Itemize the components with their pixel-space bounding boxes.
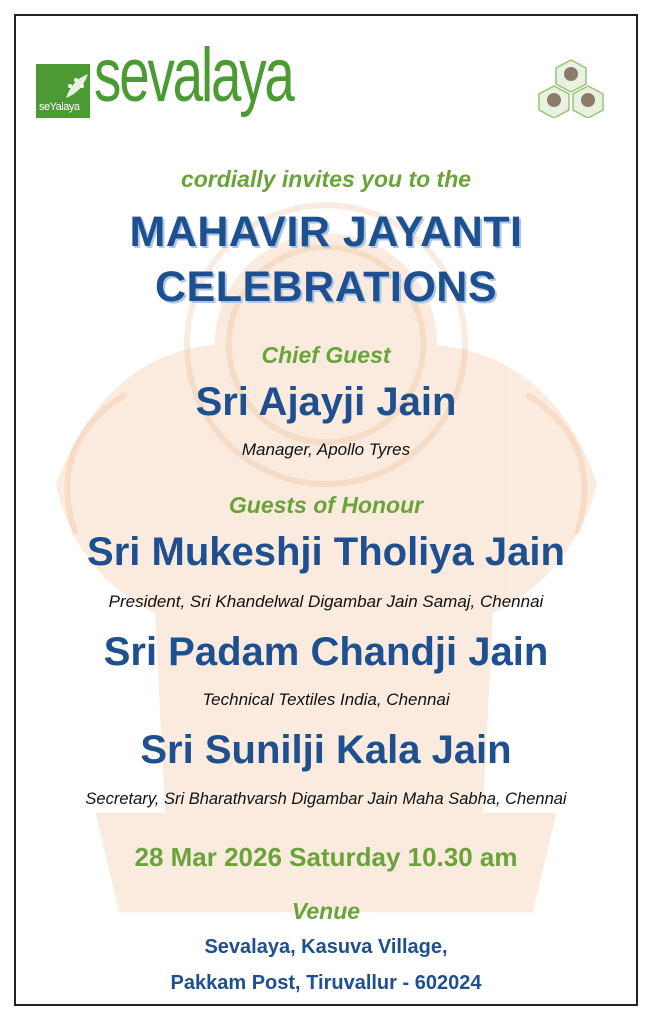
guest-name: Sri Sunilji Kala Jain [140, 728, 512, 772]
logo-mini-text: seYalaya [39, 101, 80, 113]
event-title-line-1: MAHAVIR JAYANTI [129, 208, 523, 256]
guests-of-honour-label: Guests of Honour [228, 492, 424, 518]
chief-guest-label: Chief Guest [261, 342, 391, 368]
event-date-time: 28 Mar 2026 Saturday 10.30 am [134, 842, 518, 872]
guest-designation: Secretary, Sri Bharathvarsh Digambar Jain Maha Sabha, Chennai [85, 790, 567, 808]
chief-guest-name: Sri Ajayji Jain [195, 380, 457, 424]
sevalaya-wordmark: sevalaya [94, 33, 293, 118]
guest-designation: President, Sri Khandelwal Digambar Jain Samaj, Chennai [108, 592, 544, 611]
venue-label: Venue [291, 898, 361, 924]
invitation-card [14, 14, 638, 1006]
sevalaya-logo-mark [36, 64, 90, 118]
venue-address-line-2: Pakkam Post, Tiruvallur - 602024 [170, 972, 482, 994]
chief-guest-designation: Manager, Apollo Tyres [241, 440, 411, 459]
guest-name: Sri Mukeshji Tholiya Jain [87, 530, 565, 574]
invite-line: cordially invites you to the [180, 166, 472, 192]
venue-address-line-1: Sevalaya, Kasuva Village, [204, 936, 448, 958]
founders-portrait-icon [536, 58, 606, 118]
event-title-line-2: CELEBRATIONS [154, 263, 498, 311]
guest-name: Sri Padam Chandji Jain [103, 630, 549, 674]
guest-designation: Technical Textiles India, Chennai [202, 690, 450, 709]
